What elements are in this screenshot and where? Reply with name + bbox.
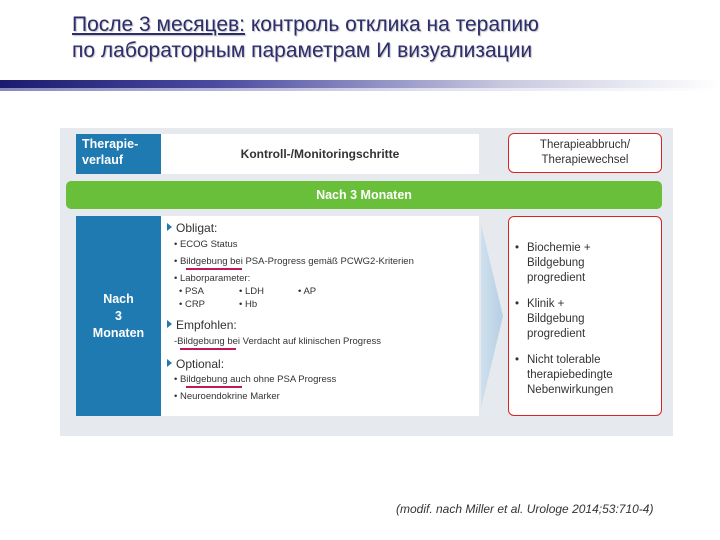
side-label-nach-3-monaten — [76, 216, 161, 416]
criteria-box — [508, 216, 662, 416]
list-item: • Bildgebung auch ohne PSA Progress — [174, 374, 337, 385]
side-label-line-2: 3 — [115, 308, 122, 323]
lab-crp: • CRP — [179, 299, 206, 310]
section-empfohlen — [167, 318, 237, 332]
header-monitoring: Kontroll-/Monitoringschritte — [161, 134, 479, 174]
criterion-item: • Klinik + Bildgebung progredient — [515, 298, 586, 340]
monitoring-steps-box — [161, 216, 479, 416]
highlight-underline — [186, 386, 242, 388]
title-divider — [0, 80, 720, 88]
chevron-arrow-icon — [479, 216, 505, 416]
header-right-line-2: Therapiewechsel — [541, 154, 629, 166]
side-label-line-1: Nach — [103, 291, 134, 306]
list-item: -Bildgebung bei Verdacht auf klinischen Progress — [174, 336, 382, 347]
lab-hb: • Hb — [239, 299, 258, 310]
list-item: • ECOG Status — [174, 239, 238, 250]
slide-title — [72, 12, 702, 64]
header-left-line-1: Therapie- — [82, 137, 139, 151]
section-optional — [167, 357, 224, 371]
header-right-line-1: Therapieabbruch/ — [539, 139, 631, 151]
section-obligat-heading: Obligat: — [176, 221, 218, 235]
header-therapieabbruch — [508, 133, 662, 173]
lab-ap: • AP — [298, 286, 317, 297]
side-label-line-3: Monaten — [92, 325, 145, 340]
criterion-item: • Biochemie + Bildgebung progredient — [515, 242, 591, 284]
header-left-line-2: verlauf — [82, 153, 123, 167]
criterion-item: • Nicht tolerable therapiebedingte Nebenwirkungen — [515, 354, 614, 396]
section-empfohlen-heading: Empfohlen: — [176, 318, 237, 332]
highlight-underline — [186, 268, 242, 270]
citation: (modif. nach Miller et al. Urologe 2014;53:710-4) — [396, 502, 654, 516]
header-therapieverlauf — [76, 134, 161, 174]
title-line-1 — [72, 12, 702, 38]
list-item: • Neuroendokrine Marker — [174, 391, 280, 402]
title-divider-shadow — [0, 88, 720, 91]
lab-psa: • PSA — [179, 286, 204, 297]
lab-ldh: • LDH — [239, 286, 264, 297]
triangle-bullet-icon — [167, 359, 172, 367]
title-line-1-rest: контроль отклика на терапию — [245, 13, 539, 36]
highlight-underline — [180, 348, 236, 350]
triangle-bullet-icon — [167, 320, 172, 328]
title-line-2: по лабораторным параметрам И визуализации — [72, 39, 533, 62]
time-point-bar: Nach 3 Monaten — [66, 181, 662, 209]
section-optional-heading: Optional: — [176, 357, 225, 371]
title-underlined-part: После 3 месяцев: — [72, 13, 246, 36]
list-item: • Laborparameter: — [174, 273, 251, 284]
section-obligat — [167, 221, 217, 235]
triangle-bullet-icon — [167, 223, 172, 231]
list-item: • Bildgebung bei PSA-Progress gemäß PCWG2-Kriterien — [174, 256, 414, 267]
